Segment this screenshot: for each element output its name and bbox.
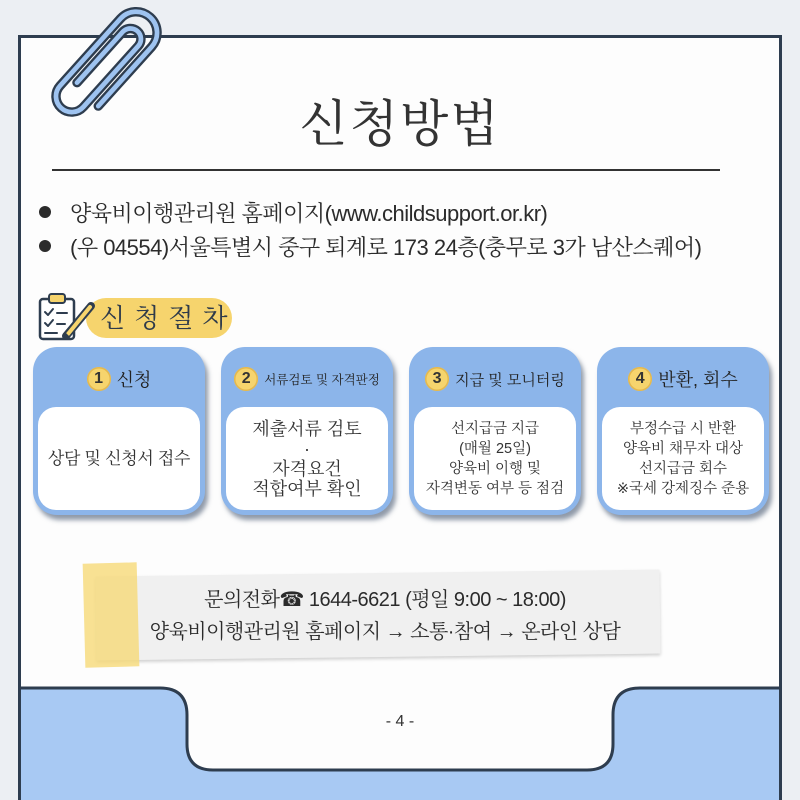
step-description-line: 자격요건 [272,458,342,479]
step-card-4 [597,347,769,515]
step-description [414,407,576,510]
step-description [602,407,764,510]
step-description-line: 양육비 채무자 대상 [622,440,744,457]
step-description-line: 양육비 이행 및 [448,460,542,477]
step-description-line: 상담 및 신청서 접수 [47,448,191,468]
step-description-line: 제출서류 검토 [252,418,362,439]
step-description-line: 선지급금 지급 [450,420,540,437]
step-description [226,407,388,510]
step-header [409,365,581,393]
paperclip-icon [0,0,200,130]
bullet-dot-icon [39,206,51,218]
step-title: 지급 및 모니터링 [455,371,565,389]
step-number-badge: 2 [234,367,258,391]
page-number: - 4 - [385,713,415,730]
info-bullet-item [39,229,701,263]
step-card-1 [33,347,205,515]
contact-online-line: 양육비이행관리원 홈페이지 → 소통·참여 → 온라인 상담 [149,621,621,643]
step-header [33,365,205,393]
address-info: (우 04554)서울특별시 중구 퇴계로 173 24층(충무로 3가 남산스퀘어) [70,234,702,260]
step-header [597,365,769,393]
info-list [39,195,701,263]
step-title: 반환, 회수 [658,370,738,390]
step-header [221,365,393,393]
step-description-line: 자격변동 여부 등 점검 [425,480,565,497]
step-description-line: 선지급금 회수 [638,460,728,477]
step-title: 신청 [116,370,152,390]
step-card-3 [409,347,581,515]
step-description-line: ※국세 강제징수 준용 [616,480,750,497]
homepage-info: 양육비이행관리원 홈페이지(www.childsupport.or.kr) [70,200,548,226]
procedure-heading: 신청절차 [86,298,232,338]
page-title: 신청방법 [299,96,501,152]
step-card-2 [221,347,393,515]
step-number-badge: 1 [87,367,111,391]
clipboard-checklist-icon [36,290,98,344]
step-description-line: 부정수급 시 반환 [629,420,737,437]
step-number-badge: 3 [425,367,449,391]
contact-note-text [100,584,670,648]
bullet-dot-icon [39,240,51,252]
step-description [38,407,200,510]
step-description-line: (매월 25일) [459,440,531,457]
step-description-line: · [304,438,310,459]
info-bullet-item [39,195,701,229]
step-number-badge: 4 [628,367,652,391]
contact-phone-line: 문의전화☎ 1644-6621 (평일 9:00 ~ 18:00) [204,589,566,611]
step-description-line: 적합여부 확인 [252,478,362,499]
title-divider [52,169,720,171]
step-title: 서류검토 및 자격판정 [264,373,380,387]
